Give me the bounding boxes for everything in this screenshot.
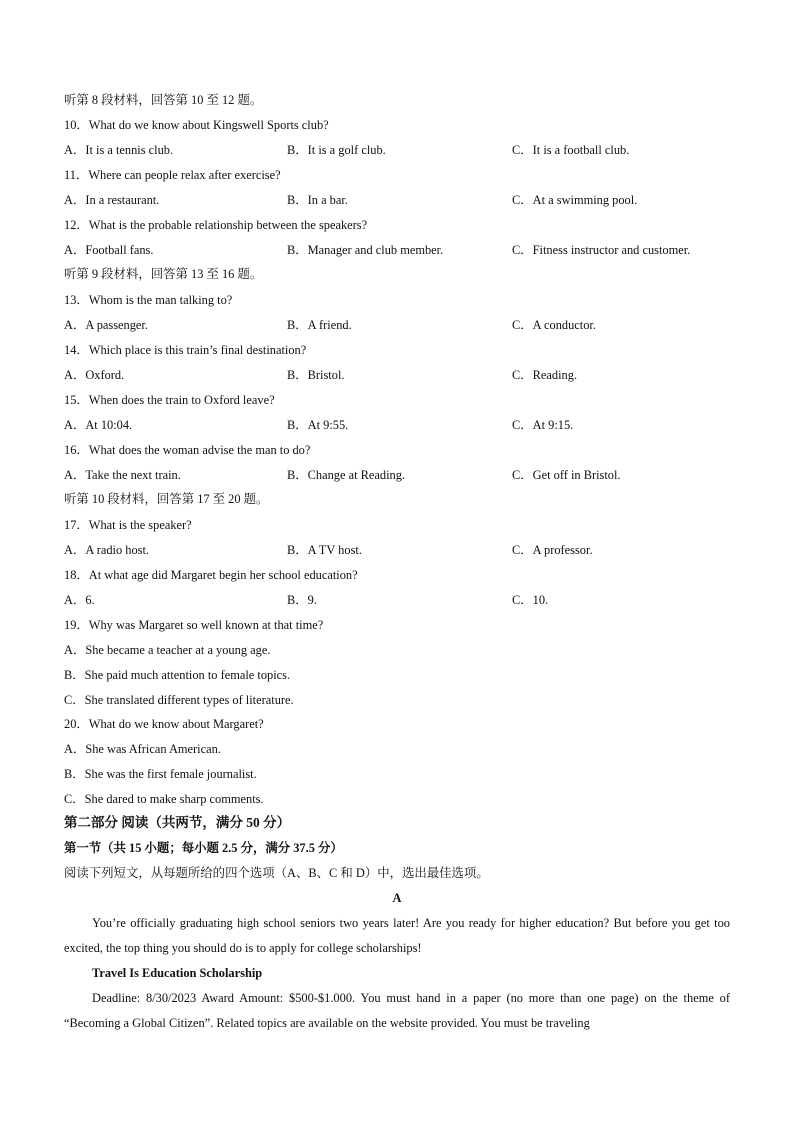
option-10-c: C．It is a football club.: [512, 143, 630, 157]
option-15-b: B．At 9:55.: [287, 418, 349, 432]
option-16-a: A．Take the next train.: [64, 468, 181, 482]
option-10-b: B．It is a golf club.: [287, 143, 386, 157]
question-20: 20．What do we know about Margaret?: [64, 717, 264, 731]
option-19-a: A．She became a teacher at a young age.: [64, 643, 271, 657]
option-20-c: C．She dared to make sharp comments.: [64, 792, 264, 806]
option-18-b: B．9.: [287, 593, 317, 607]
question-18: 18．At what age did Margaret begin her school education?: [64, 568, 358, 582]
option-17-c: C．A professor.: [512, 543, 593, 557]
option-18-c: C．10.: [512, 593, 549, 607]
option-11-c: C．At a swimming pool.: [512, 193, 638, 207]
question-12: 12．What is the probable relationship between the speakers?: [64, 218, 368, 232]
option-19-c: C．She translated different types of literature.: [64, 693, 294, 707]
section-one-heading: 第一节（共 15 小题；每小题 2.5 分，满分 37.5 分）: [64, 841, 343, 855]
option-19-b: B．She paid much attention to female topics.: [64, 668, 291, 682]
question-17: 17．What is the speaker?: [64, 518, 192, 532]
part-two-heading: 第二部分 阅读（共两节，满分 50 分）: [64, 815, 291, 830]
option-16-c: C．Get off in Bristol.: [512, 468, 621, 482]
option-10-a: A．It is a tennis club.: [64, 143, 174, 157]
passage-paragraph-1: You’re officially graduating high school seniors two years later! Are you ready for higher education? But before you get too excited, the top thing you should do is to apply for college scholarships!: [64, 916, 730, 955]
option-17-b: B．A TV host.: [287, 543, 362, 557]
option-15-a: A．At 10:04.: [64, 418, 133, 432]
reading-instruction: 阅读下列短文，从每题所给的四个选项（A、B、C 和 D）中，选出最佳选项。: [64, 866, 489, 880]
option-12-b: B．Manager and club member.: [287, 243, 444, 257]
question-15: 15．When does the train to Oxford leave?: [64, 393, 275, 407]
option-20-a: A．She was African American.: [64, 742, 221, 756]
option-12-c: C．Fitness instructor and customer.: [512, 243, 691, 257]
question-16: 16．What does the woman advise the man to do?: [64, 443, 311, 457]
passage-paragraph-2: Deadline: 8/30/2023 Award Amount: $500-$1.000. You must hand in a paper (no more than one page) on the theme of “Becoming a Global Citizen”. Related topics are available on the website provided. You must be traveling: [64, 991, 730, 1030]
scholarship-title: Travel Is Education Scholarship: [92, 966, 263, 980]
option-14-c: C．Reading.: [512, 368, 578, 382]
option-17-a: A．A radio host.: [64, 543, 150, 557]
section-9-intro: 听第 9 段材料，回答第 13 至 16 题。: [64, 267, 263, 281]
option-13-b: B．A friend.: [287, 318, 352, 332]
passage-letter: A: [392, 891, 402, 905]
question-19: 19．Why was Margaret so well known at that time?: [64, 618, 324, 632]
question-14: 14．Which place is this train’s final destination?: [64, 343, 307, 357]
option-20-b: B．She was the first female journalist.: [64, 767, 257, 781]
option-15-c: C．At 9:15.: [512, 418, 574, 432]
option-11-a: A．In a restaurant.: [64, 193, 160, 207]
option-14-a: A．Oxford.: [64, 368, 125, 382]
question-11: 11．Where can people relax after exercise?: [64, 168, 281, 182]
option-11-b: B．In a bar.: [287, 193, 348, 207]
section-8-intro: 听第 8 段材料，回答第 10 至 12 题。: [64, 93, 263, 107]
option-18-a: A．6.: [64, 593, 95, 607]
question-13: 13．Whom is the man talking to?: [64, 293, 233, 307]
option-16-b: B．Change at Reading.: [287, 468, 406, 482]
question-10: 10．What do we know about Kingswell Sports club?: [64, 118, 329, 132]
option-13-a: A．A passenger.: [64, 318, 148, 332]
option-14-b: B．Bristol.: [287, 368, 345, 382]
option-12-a: A．Football fans.: [64, 243, 154, 257]
section-10-intro: 听第 10 段材料，回答第 17 至 20 题。: [64, 492, 269, 506]
option-13-c: C．A conductor.: [512, 318, 596, 332]
